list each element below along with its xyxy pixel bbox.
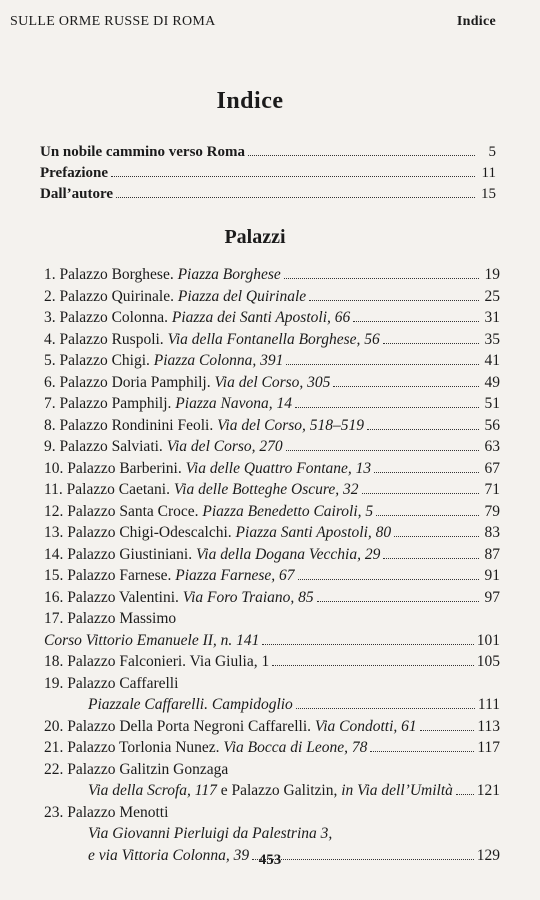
toc-entry[interactable] — [40, 163, 496, 184]
dot-leader — [420, 730, 475, 731]
entry-address: Via Giovanni Pierluigi da Palestrina 3, — [88, 825, 333, 842]
toc-page-number: 129 — [476, 846, 500, 864]
toc-entry[interactable] — [44, 479, 500, 501]
dot-leader — [394, 536, 479, 537]
dot-leader — [272, 665, 474, 666]
entry-name: 12. Palazzo Santa Croce. — [44, 502, 199, 520]
dot-leader — [295, 407, 479, 408]
entry-address: Via del Corso, 305 — [214, 373, 331, 391]
toc-page-number: 31 — [484, 309, 500, 326]
entry-name: 2. Palazzo Quirinale. — [44, 287, 174, 305]
toc-entry-heading[interactable] — [44, 759, 500, 781]
running-title: SULLE ORME RUSSE DI ROMA — [10, 14, 216, 29]
toc-entry-label: Un nobile cammino verso Roma — [40, 144, 245, 160]
running-section: Indice — [456, 14, 496, 29]
toc-page-number: 19 — [484, 266, 500, 283]
toc-entry-label: Dall’autore — [40, 186, 114, 202]
entry-name: 10. Palazzo Barberini. — [44, 459, 182, 477]
entry-name: 19. Palazzo Caffarelli — [44, 674, 179, 692]
toc-page-number: 87 — [484, 545, 500, 563]
toc-entry[interactable] — [44, 630, 500, 652]
toc-entry-heading[interactable] — [44, 673, 500, 695]
dot-leader — [286, 364, 479, 365]
entry-address: Corso Vittorio Emanuele II, n. 141 — [44, 631, 260, 649]
entry-address: Piazza Farnese, 67 — [175, 567, 295, 584]
dot-leader — [383, 558, 479, 559]
toc-page-number: 15 — [481, 186, 496, 202]
entry-name: 5. Palazzo Chigi. — [44, 352, 150, 369]
entry-address: Via del Corso, 270 — [166, 438, 283, 455]
palazzi-list — [44, 264, 500, 866]
entry-address: Piazza Santi Apostoli, 80 — [235, 524, 392, 541]
entry-name: 22. Palazzo Galitzin Gonzaga — [44, 760, 229, 778]
entry-name: 1. Palazzo Borghese. — [44, 266, 174, 283]
entry-address: Piazza Benedetto Cairoli, 5 — [202, 502, 374, 520]
toc-page-number: 105 — [476, 653, 500, 670]
toc-entry[interactable] — [40, 142, 496, 163]
toc-page-number: 111 — [477, 696, 500, 713]
entry-name: 9. Palazzo Salviati. — [44, 438, 163, 455]
toc-page-number: 56 — [484, 416, 500, 434]
entry-address: in Via dell’Umiltà — [341, 782, 453, 799]
entry-name: 6. Palazzo Doria Pamphilj. — [44, 373, 211, 391]
entry-address: Via Bocca di Leone, 78 — [223, 739, 368, 756]
toc-entry[interactable] — [44, 587, 500, 609]
dot-leader — [333, 386, 479, 387]
toc-page-number: 71 — [484, 481, 500, 498]
entry-address: Piazza Colonna, 391 — [153, 352, 284, 369]
entry-address: Via delle Quattro Fontane, 13 — [185, 459, 372, 477]
toc-page-number: 79 — [484, 502, 500, 520]
toc-entry[interactable] — [44, 694, 500, 716]
entry-name: 8. Palazzo Rondinini Feoli. — [44, 416, 214, 434]
entry-name: 20. Palazzo Della Porta Negroni Caffarelli. — [44, 717, 311, 735]
toc-page-number: 101 — [476, 631, 500, 649]
entry-name: 3. Palazzo Colonna. — [44, 309, 168, 326]
toc-entry[interactable] — [44, 780, 500, 802]
dot-leader — [376, 515, 479, 516]
toc-page-number: 121 — [476, 782, 500, 799]
dot-leader — [383, 343, 479, 344]
toc-entry[interactable] — [44, 329, 500, 351]
toc-page-number: 83 — [484, 524, 500, 541]
entry-name: 21. Palazzo Torlonia Nunez. — [44, 739, 220, 756]
entry-name: 11. Palazzo Caetani. — [44, 481, 170, 498]
toc-entry[interactable] — [44, 264, 500, 286]
toc-entry[interactable] — [44, 372, 500, 394]
entry-address: e via Vittoria Colonna, 39 — [88, 846, 250, 864]
toc-page-number: 113 — [477, 717, 500, 735]
dot-leader — [286, 450, 479, 451]
toc-entry[interactable] — [44, 458, 500, 480]
entry-name: 13. Palazzo Chigi-Odescalchi. — [44, 524, 232, 541]
entry-address: Piazza Navona, 14 — [175, 395, 292, 412]
toc-page-number: 5 — [488, 144, 496, 160]
entry-name: 23. Palazzo Menotti — [44, 803, 169, 821]
toc-entry[interactable] — [44, 522, 500, 544]
toc-entry[interactable] — [44, 501, 500, 523]
entry-name: 15. Palazzo Farnese. — [44, 567, 172, 584]
toc-entry[interactable] — [44, 544, 500, 566]
toc-entry[interactable] — [44, 436, 500, 458]
dot-leader — [111, 176, 475, 177]
dot-leader — [296, 708, 475, 709]
toc-entry[interactable] — [44, 307, 500, 329]
dot-leader — [374, 472, 479, 473]
entry-address: Piazza dei Santi Apostoli, 66 — [171, 309, 351, 326]
toc-entry[interactable] — [44, 415, 500, 437]
toc-entry-heading[interactable] — [44, 802, 500, 824]
toc-page-number: 25 — [484, 287, 500, 305]
dot-leader — [353, 321, 479, 322]
dot-leader — [362, 493, 480, 494]
entry-address: Via Foro Traiano, 85 — [182, 588, 314, 606]
entry-address: Via della Fontanella Borghese, 56 — [167, 330, 380, 348]
dot-leader — [284, 278, 479, 279]
toc-entry[interactable] — [44, 393, 500, 415]
entry-name: 14. Palazzo Giustiniani. — [44, 545, 193, 563]
entry-connector: e Palazzo Galitzin, — [216, 782, 342, 799]
toc-entry[interactable] — [44, 737, 500, 759]
dot-leader — [248, 155, 475, 156]
toc-entry[interactable] — [44, 716, 500, 738]
dot-leader — [456, 794, 474, 795]
dot-leader — [370, 751, 474, 752]
toc-page-number: 35 — [484, 330, 500, 348]
dot-leader — [309, 300, 479, 301]
dot-leader — [317, 601, 479, 602]
front-matter-list — [40, 142, 496, 205]
section-title: Palazzi — [224, 226, 286, 248]
entry-address: Via Condotti, 61 — [314, 717, 417, 735]
toc-entry-line — [44, 823, 500, 845]
running-header — [10, 14, 496, 30]
toc-entry[interactable] — [44, 350, 500, 372]
toc-entry[interactable] — [44, 651, 500, 673]
toc-entry-heading[interactable] — [44, 608, 500, 630]
dot-leader — [367, 429, 479, 430]
toc-entry[interactable] — [44, 565, 500, 587]
entry-address: Piazza del Quirinale — [177, 287, 307, 305]
dot-leader — [116, 197, 475, 198]
toc-page-number: 67 — [484, 459, 500, 477]
entry-name: 4. Palazzo Ruspoli. — [44, 330, 164, 348]
dot-leader — [298, 579, 479, 580]
toc-page-number: 63 — [484, 438, 500, 455]
entry-name: 18. Palazzo Falconieri. Via Giulia, 1 — [44, 653, 270, 670]
toc-page-number: 91 — [484, 567, 500, 584]
toc-entry[interactable] — [40, 184, 496, 205]
dot-leader — [262, 644, 473, 645]
toc-page-number: 49 — [484, 373, 500, 391]
toc-page-number: 41 — [484, 352, 500, 369]
page-number: 453 — [258, 852, 282, 868]
toc-page-number: 51 — [484, 395, 500, 412]
page-title: Indice — [216, 88, 284, 114]
toc-entry[interactable] — [44, 286, 500, 308]
toc-page-number: 11 — [481, 165, 496, 181]
entry-address: Via della Dogana Vecchia, 29 — [195, 545, 381, 563]
toc-page-number: 97 — [484, 588, 500, 606]
entry-address: Via della Scrofa, 117 — [88, 782, 217, 799]
entry-address: Via delle Botteghe Oscure, 32 — [173, 481, 359, 498]
toc-page-number: 117 — [477, 739, 500, 756]
entry-address: Piazza Borghese — [177, 266, 281, 283]
entry-name: 16. Palazzo Valentini. — [44, 588, 179, 606]
entry-name: 7. Palazzo Pamphilj. — [44, 395, 172, 412]
entry-address: Piazzale Caffarelli. Campidoglio — [88, 696, 293, 713]
toc-entry-label: Prefazione — [40, 165, 109, 181]
entry-address: Via del Corso, 518–519 — [217, 416, 365, 434]
entry-name: 17. Palazzo Massimo — [44, 610, 177, 627]
